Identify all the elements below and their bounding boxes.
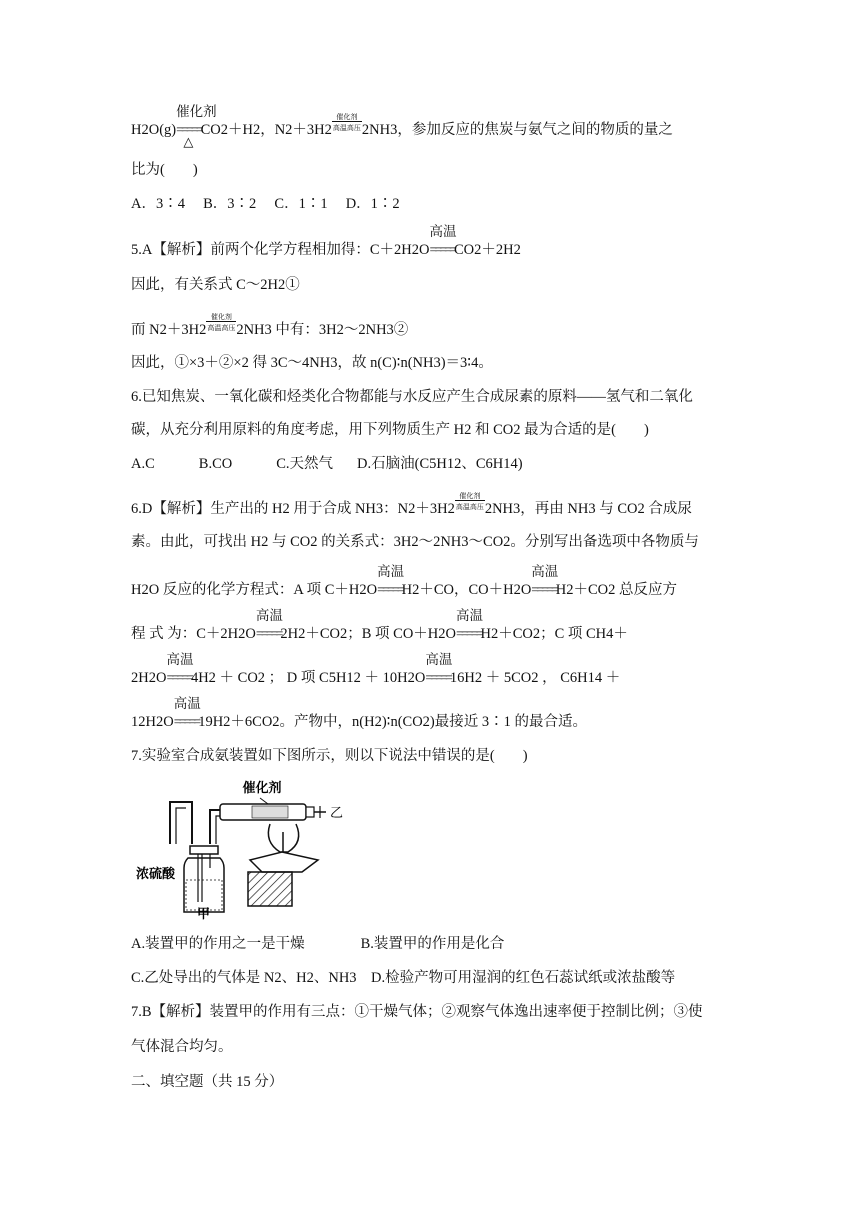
stand-block [248,872,292,906]
q5-line2: 比为( ) [131,162,198,178]
q7-options-ab: A.装置甲的作用之一是干燥 B.装置甲的作用是化合 [131,936,505,952]
reaction-arrow-tiny: 催化剂 高温高压 [332,113,361,132]
a7-line2: 气体混合均匀。 [131,1039,233,1055]
q7-options-cd: C.乙处导出的气体是 N2、H2、NH3 D.检验产物可用湿润的红色石蕊试纸或浓盐酸等 [131,970,676,986]
q7-line1: 7.实验室合成氨装置如下图所示，则以下说法中错误的是( ) [131,748,528,764]
q6-line2: 碳，从充分利用原料的角度考虑，用下列物质生产 H2 和 CO2 最为合适的是( ) [131,422,649,438]
a6-line6: 12H2O 高温 =====19H2＋6CO2。产物中，n(H2)∶n(CO2)最接近 3∶1 的最合适。 [131,696,588,730]
q5-line1: H2O(g) 催化剂 ===== △ CO2＋H2，N2＋3H2 催化剂 高温高压 2NH3，参加反应的焦炭与氨气之间的物质的量之 [131,104,673,149]
apparatus-figure [130,772,370,920]
a6-line3: H2O 反应的化学方程式：A 项 C＋H2O 高温 =====H2＋CO，CO＋H2O 高温 =====H2＋CO2 总反应方 [131,564,678,598]
fig-label-yi: 乙 [330,805,344,820]
a6-line1: 6.D【解析】生产出的 H2 用于合成 NH3：N2＋3H2 催化剂 高温高压 2NH3，再由 NH3 与 CO2 合成尿 [131,492,692,517]
reaction-condition: 催化剂 ===== △ [176,104,217,149]
a6-line2: 素。由此，可找出 H2 与 CO2 的关系式：3H2～2NH3～CO2。分别写出备选项中各物质与 [131,534,699,550]
fig-label-catalyst: 催化剂 [242,780,282,795]
q5-options: A．3∶4 B．3∶2 C．1∶1 D．1∶2 [131,196,400,212]
q6-options: A.C B.CO C.天然气 D.石脑油(C5H12、C6H14) [131,456,523,472]
a5-line1: 5.A【解析】前两个化学方程相加得：C＋2H2O 高温 =====CO2＋2H2 [131,224,521,258]
section-heading: 二、填空题（共 15 分） [131,1074,284,1090]
a7-line1: 7.B【解析】装置甲的作用有三点：①干燥气体；②观察气体逸出速率便于控制比例；③使 [131,1004,703,1020]
a5-line2: 因此，有关系式 C～2H2① [131,277,300,293]
fig-label-jia: 甲 [197,906,211,920]
a5-line3: 而 N2＋3H2 催化剂 高温高压 2NH3 中有：3H2～2NH3② [131,313,409,338]
fig-label-acid: 浓硫酸 [136,866,176,881]
q6-line1: 6.已知焦炭、一氧化碳和烃类化合物都能与水反应产生合成尿素的原料——氢气和二氧化 [131,389,693,405]
washing-bottle [190,846,218,854]
a5-line4: 因此，①×3＋②×2 得 3C～4NH3，故 n(C)∶n(NH3)＝3∶4。 [131,355,493,371]
a6-line4: 程 式 为：C＋2H2O 高温 =====2H2＋CO2；B 项 CO＋H2O 高温 =====H2＋CO2；C 项 CH4＋ [131,608,628,642]
a6-line5: 2H2O 高温 =====4H2 ＋ CO2 ； D 项 C5H12 ＋ 10H2O 高温 =====16H2 ＋ 5CO2 ， C6H14 ＋ [131,652,621,686]
